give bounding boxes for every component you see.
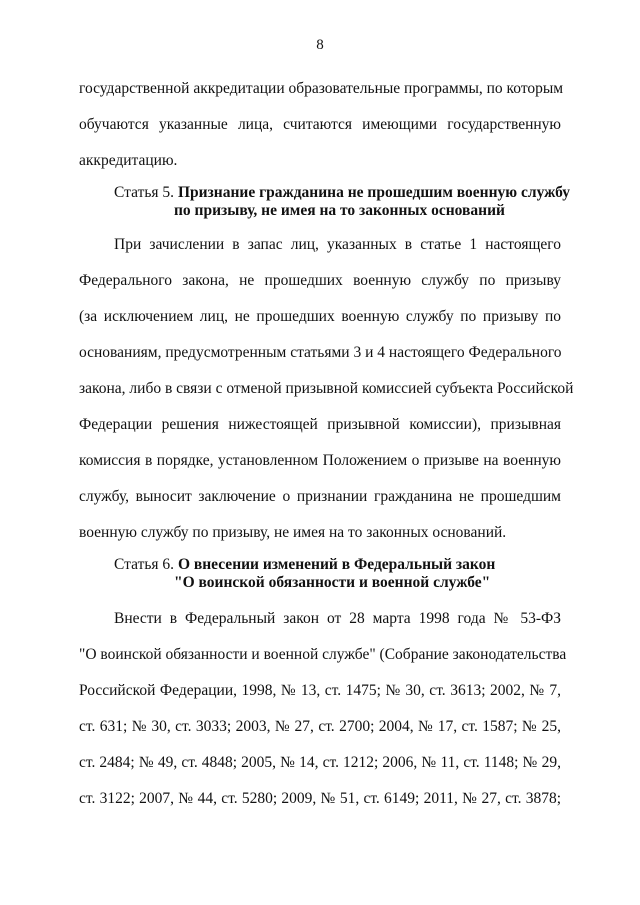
paragraph-line: "О воинской обязанности и военной службе" (Собрание законодательства	[79, 646, 567, 663]
paragraph-line: ст. 2484; № 49, ст. 4848; 2005, № 14, ст. 1212; 2006, № 11, ст. 1148; № 29,	[79, 754, 561, 771]
article-5-title-line2: по призыву, не имея на то законных оснований	[174, 202, 505, 219]
article-5-title-line1: Признание гражданина не прошедшим военную службу	[177, 184, 571, 201]
article-6-title-line1: О внесении изменений в Федеральный закон	[177, 556, 496, 573]
paragraph-line: военную службу по призыву, не имея на то законных оснований.	[79, 524, 507, 541]
paragraph-line: государственной аккредитации образовательные программы, по которым	[79, 80, 564, 97]
paragraph-line: обучаются указанные лица, считаются имеющими государственную	[79, 116, 561, 133]
article-6-title-line2: "О воинской обязанности и военной службе"	[174, 574, 491, 591]
article-6-heading-line2	[174, 573, 490, 593]
paragraph-line: ст. 631; № 30, ст. 3033; 2003, № 27, ст. 2700; 2004, № 17, ст. 1587; № 25,	[79, 718, 561, 735]
article-5-heading	[114, 183, 570, 203]
article-6-heading	[114, 555, 495, 575]
paragraph-line: закона, либо в связи с отменой призывной комиссией субъекта Российской	[79, 380, 574, 397]
article-5-heading-line2	[174, 201, 505, 221]
paragraph-line: Федерации решения нижестоящей призывной комиссии), призывная	[79, 416, 561, 433]
paragraph-line: аккредитацию.	[79, 152, 178, 169]
paragraph-line: Внести в Федеральный закон от 28 марта 1998 года № 53-ФЗ	[114, 610, 561, 627]
article-6-label: Статья 6.	[114, 556, 175, 573]
paragraph-line: Российской Федерации, 1998, № 13, ст. 1475; № 30, ст. 3613; 2002, № 7,	[79, 682, 561, 699]
paragraph-line: Федерального закона, не прошедших военную службу по призыву	[79, 272, 561, 289]
article-5-label: Статья 5.	[114, 184, 175, 201]
paragraph-line: При зачислении в запас лиц, указанных в статье 1 настоящего	[114, 236, 561, 253]
page-number: 8	[316, 37, 324, 53]
paragraph-line: основаниям, предусмотренным статьями 3 и 4 настоящего Федерального	[79, 344, 562, 361]
paragraph-line: комиссия в порядке, установленном Положением о призыве на военную	[79, 452, 561, 469]
paragraph-line: службу, выносит заключение о признании гражданина не прошедшим	[79, 488, 561, 505]
paragraph-line: ст. 3122; 2007, № 44, ст. 5280; 2009, № 51, ст. 6149; 2011, № 27, ст. 3878;	[79, 790, 561, 807]
paragraph-line: (за исключением лиц, не прошедших военную службу по призыву по	[79, 308, 561, 325]
